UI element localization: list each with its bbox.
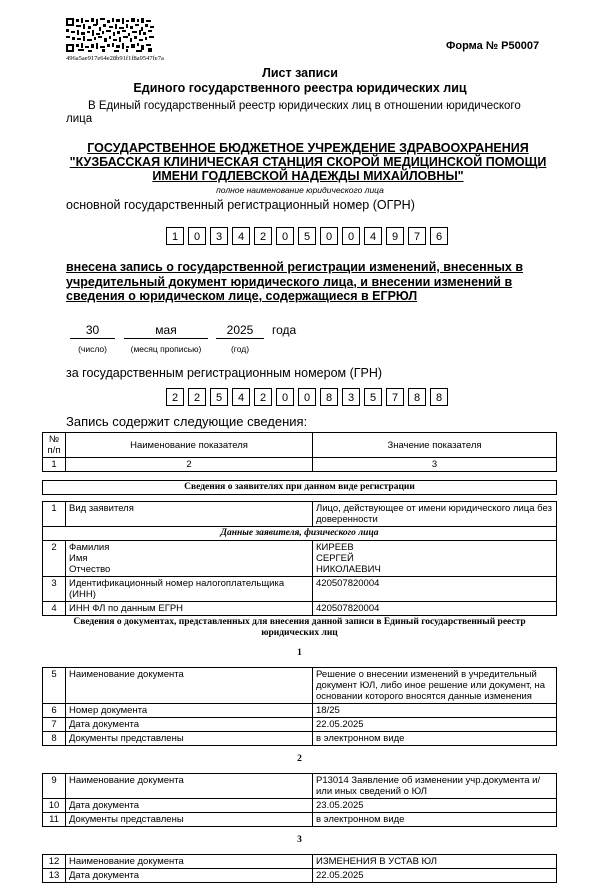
spacer [43, 495, 557, 502]
grn-label: за государственным регистрационным номером (ГРН) [66, 366, 383, 380]
section-row [43, 481, 557, 495]
row-value: Лицо, действующее от имени юридического лица без доверенности [313, 502, 557, 527]
row-value: 18/25 [313, 704, 557, 718]
page-title: Лист записи [262, 66, 338, 80]
group-number: 3 [297, 835, 302, 845]
row-number: 8 [43, 732, 66, 746]
table-row [43, 502, 557, 527]
row-value: в электронном виде [313, 813, 557, 827]
table-row [43, 869, 557, 883]
table-row [43, 541, 557, 577]
row-name: Дата документа [66, 799, 313, 813]
row-value: 420507820004 [313, 602, 557, 616]
patronymic-label: Отчество [69, 564, 111, 575]
ogrn-digit: 4 [364, 227, 382, 245]
table-row [43, 718, 557, 732]
ogrn-digit: 0 [276, 227, 294, 245]
table-row [43, 813, 557, 827]
date-month: мая [124, 323, 208, 339]
row-number: 4 [43, 602, 66, 616]
group-number: 1 [297, 648, 302, 658]
page-subtitle: Единого государственного реестра юридических лиц [133, 81, 467, 95]
row-name: ИНН ФЛ по данным ЕГРН [66, 602, 313, 616]
qr-code [66, 18, 154, 52]
row-number: 10 [43, 799, 66, 813]
ogrn-digit: 0 [188, 227, 206, 245]
row-name: Документы представлены [66, 813, 313, 827]
patronymic-value: НИКОЛАЕВИЧ [316, 564, 381, 575]
row-name: Идентификационный номер налогоплательщика (ИНН) [66, 577, 313, 602]
grn-digit: 0 [298, 388, 316, 406]
group-number: 2 [297, 754, 302, 764]
spacer [43, 472, 557, 481]
grn-digit: 5 [210, 388, 228, 406]
row-name: Наименование документа [66, 774, 313, 799]
ogrn-digit: 0 [342, 227, 360, 245]
row-name [66, 541, 313, 577]
subsection-person: Данные заявителя, физического лица [43, 527, 557, 541]
date-day-caption: (число) [78, 344, 107, 354]
row-value: Решение о внесении изменений в учредительный документ ЮЛ, либо иное решение или документ, на основании которого вносятся данные изменения [313, 668, 557, 704]
row-name: Дата документа [66, 869, 313, 883]
grn-digit: 4 [232, 388, 250, 406]
grn-digit: 5 [364, 388, 382, 406]
ogrn-digit: 6 [430, 227, 448, 245]
row-name: Наименование документа [66, 668, 313, 704]
first-name-value: СЕРГЕЙ [316, 553, 354, 564]
row-number: 2 [43, 541, 66, 577]
ogrn-digit: 3 [210, 227, 228, 245]
organization-name-caption: полное наименование юридического лица [216, 185, 384, 195]
ogrn-digits [166, 227, 452, 245]
col-value-header: Значение показателя [313, 433, 557, 458]
table-numbering-row [43, 458, 557, 472]
section-applicants: Сведения о заявителях при данном виде регистрации [43, 481, 557, 495]
row-number: 9 [43, 774, 66, 799]
col-number: 1 [43, 458, 66, 472]
section-row [43, 616, 557, 641]
table-row [43, 732, 557, 746]
table-row [43, 602, 557, 616]
date-year-word: года [272, 323, 297, 337]
col-number: 2 [66, 458, 313, 472]
grn-digit: 0 [276, 388, 294, 406]
grn-digit: 2 [254, 388, 272, 406]
row-number: 3 [43, 577, 66, 602]
date-month-caption: (месяц прописью) [130, 344, 202, 354]
section-documents: Сведения о документах, представленных для внесения данной записи в Единый государственный реестр юридических лиц [73, 617, 526, 638]
row-value: Р13014 Заявление об изменении учр.документа и/или иных сведений о ЮЛ [313, 774, 557, 799]
table-row [43, 704, 557, 718]
col-no-header: № п/п [43, 433, 66, 458]
row-number: 7 [43, 718, 66, 732]
ogrn-digit: 1 [166, 227, 184, 245]
date-year: 2025 [216, 323, 264, 339]
contains-label: Запись содержит следующие сведения: [66, 414, 308, 429]
date-year-caption: (год) [230, 344, 250, 354]
grn-digit: 8 [408, 388, 426, 406]
subsection-row [43, 527, 557, 541]
date-day: 30 [70, 323, 115, 339]
entry-description: внесена запись о государственной регистрации изменений, внесенных в учредительный документ юридического лица, и внесении изменений в сведения о юридическом лице, содержащиеся в ЕГРЮЛ [66, 260, 524, 303]
table-header-row [43, 433, 557, 458]
row-value: 420507820004 [313, 577, 557, 602]
table-row [43, 774, 557, 799]
ogrn-digit: 9 [386, 227, 404, 245]
table-row [43, 799, 557, 813]
row-number: 12 [43, 855, 66, 869]
row-number: 6 [43, 704, 66, 718]
intro-text: В Единый государственный реестр юридических лиц в отношении юридического лица [66, 100, 521, 125]
ogrn-digit: 7 [408, 227, 426, 245]
row-name: Номер документа [66, 704, 313, 718]
row-number: 5 [43, 668, 66, 704]
record-table [42, 432, 557, 883]
row-value [313, 541, 557, 577]
row-name: Вид заявителя [66, 502, 313, 527]
grn-digits [166, 388, 452, 406]
row-value: 23.05.2025 [313, 799, 557, 813]
ogrn-digit: 2 [254, 227, 272, 245]
surname-label: Фамилия [69, 542, 110, 553]
grn-digit: 2 [188, 388, 206, 406]
grn-digit: 8 [430, 388, 448, 406]
col-number: 3 [313, 458, 557, 472]
table-row [43, 668, 557, 704]
col-name-header: Наименование показателя [66, 433, 313, 458]
row-number: 13 [43, 869, 66, 883]
row-name: Документы представлены [66, 732, 313, 746]
row-number: 1 [43, 502, 66, 527]
first-name-label: Имя [69, 553, 88, 564]
row-name: Дата документа [66, 718, 313, 732]
row-value: в электронном виде [313, 732, 557, 746]
row-name: Наименование документа [66, 855, 313, 869]
row-value: ИЗМЕНЕНИЯ В УСТАВ ЮЛ [313, 855, 557, 869]
grn-digit: 7 [386, 388, 404, 406]
ogrn-digit: 0 [320, 227, 338, 245]
surname-value: КИРЕЕВ [316, 542, 354, 553]
table-row [43, 577, 557, 602]
document-hash: 496a5ae917e64e28b91f1f8a9547fe7a [66, 55, 164, 62]
row-value: 22.05.2025 [313, 718, 557, 732]
grn-digit: 2 [166, 388, 184, 406]
form-number: Форма № Р50007 [446, 40, 540, 52]
grn-digit: 3 [342, 388, 360, 406]
ogrn-label: основной государственный регистрационный номер (ОГРН) [66, 198, 415, 212]
row-number: 11 [43, 813, 66, 827]
ogrn-digit: 4 [232, 227, 250, 245]
row-value: 22.05.2025 [313, 869, 557, 883]
ogrn-digit: 5 [298, 227, 316, 245]
organization-name: ГОСУДАРСТВЕННОЕ БЮДЖЕТНОЕ УЧРЕЖДЕНИЕ ЗДРАВООХРАНЕНИЯ "КУЗБАССКАЯ КЛИНИЧЕСКАЯ СТАНЦИЯ СКОРОЙ МЕДИЦИНСКОЙ ПОМОЩИ ИМЕНИ ГОДЛЕВСКОЙ НАДЕЖДЫ МИХАЙЛОВНЫ" [69, 141, 547, 183]
grn-digit: 8 [320, 388, 338, 406]
table-row [43, 855, 557, 869]
